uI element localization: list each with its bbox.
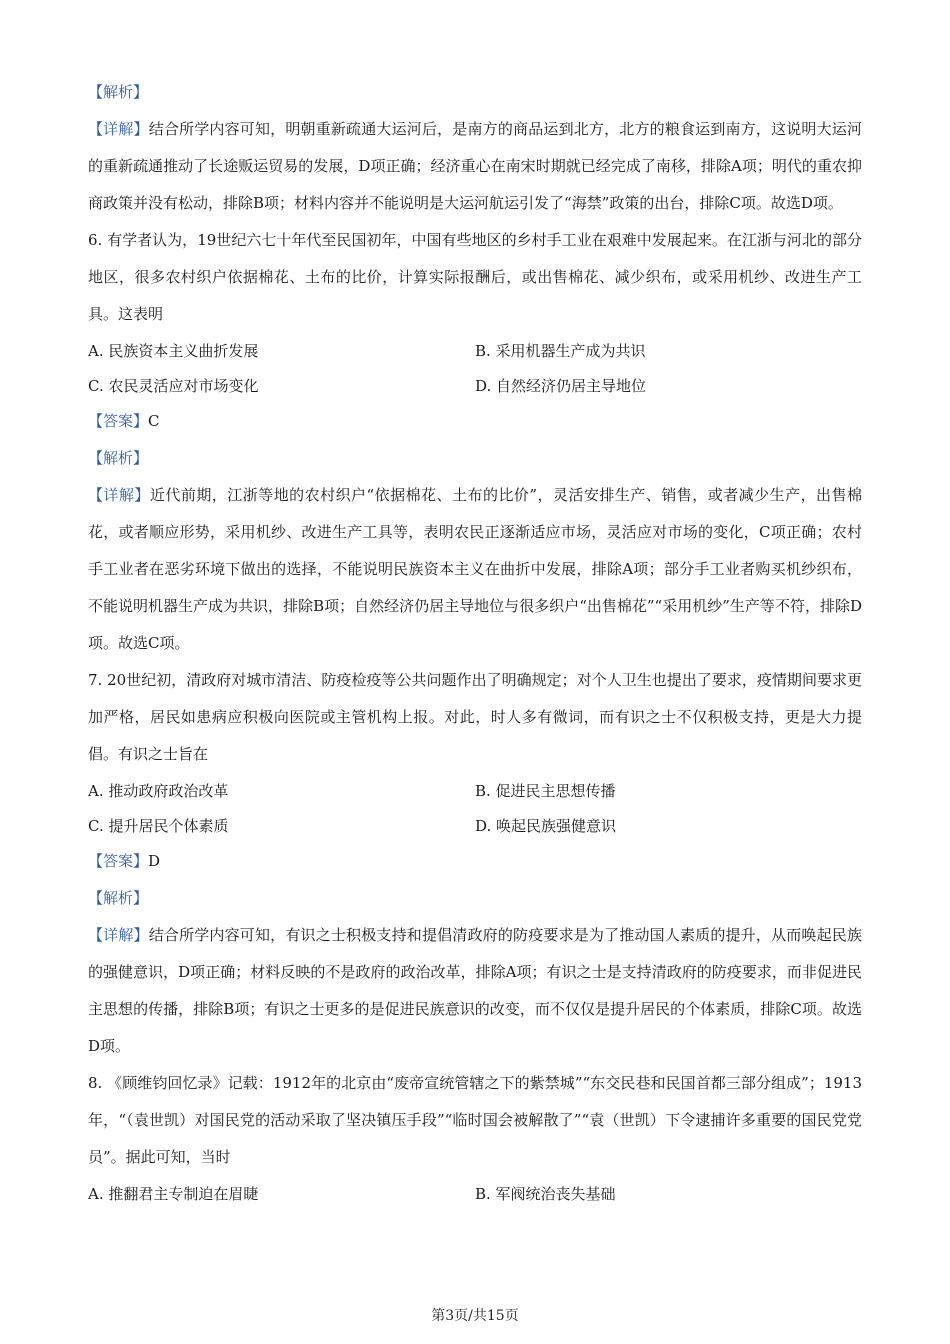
q8-option-b: B. 军阀统治丧失基础 (475, 1185, 616, 1203)
page-number-footer: 第3页/共15页 (431, 1308, 519, 1324)
q7-options-row-2 (88, 808, 862, 843)
analysis-tag: 【解析】 (88, 83, 149, 101)
q7-answer (88, 843, 862, 880)
q5-detail (88, 111, 862, 222)
q7-answer-value: D (148, 852, 161, 870)
analysis-tag: 【解析】 (88, 889, 149, 907)
q6-analysis-heading (88, 440, 862, 477)
q6-option-a: A. 民族资本主义曲折发展 (88, 342, 259, 360)
answer-tag: 【答案】 (88, 852, 149, 870)
q7-analysis-heading (88, 880, 862, 917)
q8-stem: 8. 《顾维钧回忆录》记载：1912年的北京由“废帝宣统管辖之下的紫禁城”“东交民巷和民国首都三部分组成”；1913年，“（袁世凯）对国民党的活动采取了坚决镇压手段”“临时国会被解散了”“袁（世凯）下令逮捕许多重要的国民党党员”。据此可知，当时 (88, 1074, 862, 1166)
q8-options-row-1 (88, 1176, 862, 1211)
q6-option-b: B. 采用机器生产成为共识 (475, 342, 646, 360)
detail-tag: 【详解】 (88, 486, 150, 504)
q6-answer-value: C (148, 412, 160, 430)
q6-stem: 6. 有学者认为，19世纪六七十年代至民国初年，中国有些地区的乡村手工业在艰难中发展起来。在江浙与河北的部分地区，很多农村织户依据棉花、土布的比价，计算实际报酬后，或出售棉花、减少织布，或采用机纱、改进生产工具。这表明 (88, 231, 862, 323)
analysis-tag: 【解析】 (88, 449, 149, 467)
q7-option-d: D. 唤起民族强健意识 (475, 817, 617, 835)
q6-options-row-1 (88, 333, 862, 368)
q7-option-a: A. 推动政府政治改革 (88, 782, 229, 800)
detail-tag: 【详解】 (88, 120, 149, 138)
page-content (88, 74, 862, 1211)
q6-detail (88, 477, 862, 662)
q5-detail-text: 结合所学内容可知，明朝重新疏通大运河后，是南方的商品运到北方，北方的粮食运到南方，这说明大运河的重新疏通推动了长途贩运贸易的发展，D项正确；经济重心在南宋时期就已经完成了南移，排除A项；明代的重农抑商政策并没有松动，排除B项；材料内容并不能说明是大运河航运引发了“海禁”政策的出台，排除C项。故选D项。 (88, 120, 862, 212)
answer-tag: 【答案】 (88, 412, 149, 430)
q6-answer (88, 403, 862, 440)
q7-options-row-1 (88, 773, 862, 808)
detail-tag: 【详解】 (88, 926, 149, 944)
q7-option-c: C. 提升居民个体素质 (88, 817, 229, 835)
q7-option-b: B. 促进民主思想传播 (475, 782, 616, 800)
q6-option-d: D. 自然经济仍居主导地位 (475, 377, 647, 395)
q6-option-c: C. 农民灵活应对市场变化 (88, 377, 259, 395)
q8-option-a: A. 推翻君主专制迫在眉睫 (88, 1185, 259, 1203)
q7-stem: 7. 20世纪初，清政府对城市清洁、防疫检疫等公共问题作出了明确规定；对个人卫生也提出了要求，疫情期间要求更加严格，居民如患病应积极向医院或主管机构上报。对此，时人多有微词，而有识之士不仅积极支持，更是大力提倡。有识之士旨在 (88, 671, 862, 763)
q6-detail-text: 近代前期，江浙等地的农村织户“依据棉花、土布的比价”，灵活安排生产、销售，或者减少生产，出售棉花，或者顺应形势，采用机纱、改进生产工具等，表明农民正逐渐适应市场，灵活应对市场的变化，C项正确；农村手工业者在恶劣环境下做出的选择，不能说明民族资本主义在曲折中发展，排除A项；部分手工业者购买机纱织布，不能说明机器生产成为共识，排除B项；自然经济仍居主导地位与很多织户“出售棉花”“采用机纱”生产等不符，排除D项。故选C项。 (88, 486, 862, 652)
q7-detail (88, 917, 862, 1065)
q7-detail-text: 结合所学内容可知，有识之士积极支持和提倡清政府的防疫要求是为了推动国人素质的提升，从而唤起民族的强健意识，D项正确；材料反映的不是政府的政治改革，排除A项；有识之士是支持清政府的防疫要求，而非促进民主思想的传播，排除B项；有识之士更多的是促进民族意识的改变，而不仅仅是提升居民的个体素质，排除C项。故选D项。 (88, 926, 862, 1055)
analysis-heading (88, 74, 862, 111)
q6-options-row-2 (88, 368, 862, 403)
